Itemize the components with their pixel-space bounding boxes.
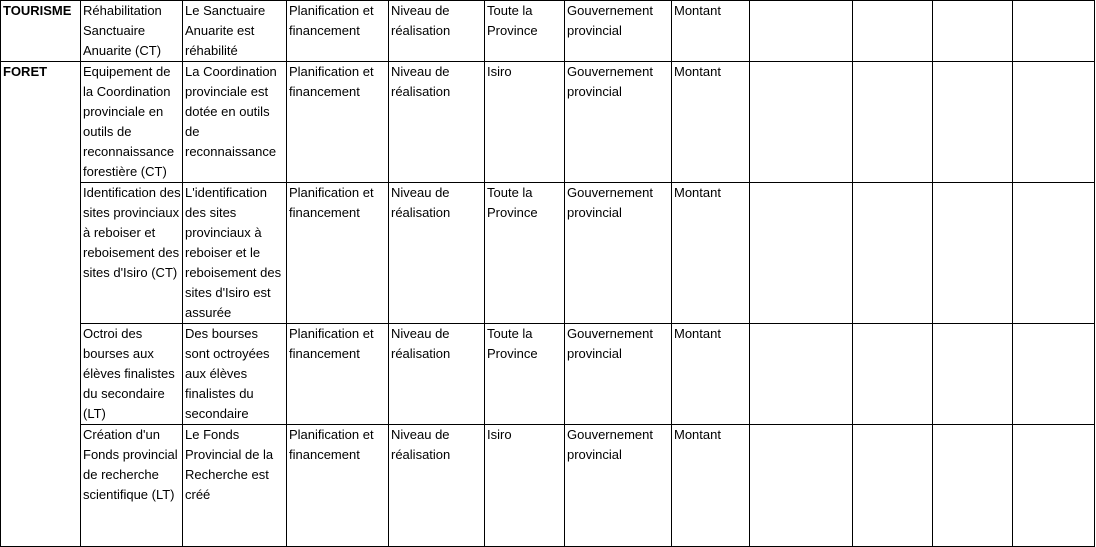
empty-cell[interactable]	[933, 324, 1013, 425]
result-cell[interactable]: Le Fonds Provincial de la Recherche est créé	[183, 425, 287, 547]
responsible-cell[interactable]: Gouvernement provincial	[565, 425, 672, 547]
empty-cell[interactable]	[750, 62, 853, 183]
sector-cell[interactable]	[1, 425, 81, 547]
result-cell[interactable]: Des bourses sont octroyées aux élèves finalistes du secondaire	[183, 324, 287, 425]
activity-cell[interactable]: Planification et financement	[287, 183, 389, 324]
activity-cell[interactable]: Planification et financement	[287, 62, 389, 183]
empty-cell[interactable]	[750, 1, 853, 62]
activity-cell[interactable]: Planification et financement	[287, 324, 389, 425]
location-cell[interactable]: Isiro	[485, 425, 565, 547]
sector-cell[interactable]: TOURISME	[1, 1, 81, 62]
activity-cell[interactable]: Planification et financement	[287, 1, 389, 62]
action-cell[interactable]: Création d'un Fonds provincial de recherche scientifique (LT)	[81, 425, 183, 547]
responsible-cell[interactable]: Gouvernement provincial	[565, 62, 672, 183]
empty-cell[interactable]	[1013, 324, 1095, 425]
action-cell[interactable]: Equipement de la Coordination provinciale en outils de reconnaissance forestière (CT)	[81, 62, 183, 183]
result-cell[interactable]: L'identification des sites provinciaux à reboiser et le reboisement des sites d'Isiro est assurée	[183, 183, 287, 324]
empty-cell[interactable]	[933, 62, 1013, 183]
budget-cell[interactable]: Montant	[672, 62, 750, 183]
empty-cell[interactable]	[853, 324, 933, 425]
table-row	[1, 425, 1095, 547]
budget-cell[interactable]: Montant	[672, 324, 750, 425]
action-cell[interactable]: Octroi des bourses aux élèves finalistes du secondaire (LT)	[81, 324, 183, 425]
empty-cell[interactable]	[1013, 1, 1095, 62]
empty-cell[interactable]	[1013, 62, 1095, 183]
indicator-cell[interactable]: Niveau de réalisation	[389, 62, 485, 183]
sector-cell[interactable]	[1, 324, 81, 425]
result-cell[interactable]: Le Sanctuaire Anuarite est réhabilité	[183, 1, 287, 62]
location-cell[interactable]: Toute la Province	[485, 324, 565, 425]
budget-cell[interactable]: Montant	[672, 425, 750, 547]
empty-cell[interactable]	[853, 183, 933, 324]
responsible-cell[interactable]: Gouvernement provincial	[565, 1, 672, 62]
sector-cell[interactable]: FORET	[1, 62, 81, 183]
budget-cell[interactable]: Montant	[672, 183, 750, 324]
action-cell[interactable]: Réhabilitation Sanctuaire Anuarite (CT)	[81, 1, 183, 62]
responsible-cell[interactable]: Gouvernement provincial	[565, 183, 672, 324]
sector-cell[interactable]	[1, 183, 81, 324]
indicator-cell[interactable]: Niveau de réalisation	[389, 425, 485, 547]
empty-cell[interactable]	[1013, 183, 1095, 324]
result-cell[interactable]: La Coordination provinciale est dotée en outils de reconnaissance	[183, 62, 287, 183]
empty-cell[interactable]	[853, 62, 933, 183]
responsible-cell[interactable]: Gouvernement provincial	[565, 324, 672, 425]
indicator-cell[interactable]: Niveau de réalisation	[389, 183, 485, 324]
empty-cell[interactable]	[750, 425, 853, 547]
action-cell[interactable]: Identification des sites provinciaux à reboiser et reboisement des sites d'Isiro (CT)	[81, 183, 183, 324]
empty-cell[interactable]	[750, 324, 853, 425]
indicator-cell[interactable]: Niveau de réalisation	[389, 1, 485, 62]
empty-cell[interactable]	[933, 425, 1013, 547]
empty-cell[interactable]	[750, 183, 853, 324]
location-cell[interactable]: Isiro	[485, 62, 565, 183]
empty-cell[interactable]	[1013, 425, 1095, 547]
empty-cell[interactable]	[853, 425, 933, 547]
budget-cell[interactable]: Montant	[672, 1, 750, 62]
table-row	[1, 324, 1095, 425]
table-row	[1, 62, 1095, 183]
empty-cell[interactable]	[933, 183, 1013, 324]
location-cell[interactable]: Toute la Province	[485, 1, 565, 62]
table-row	[1, 1, 1095, 62]
location-cell[interactable]: Toute la Province	[485, 183, 565, 324]
empty-cell[interactable]	[933, 1, 1013, 62]
indicator-cell[interactable]: Niveau de réalisation	[389, 324, 485, 425]
activity-cell[interactable]: Planification et financement	[287, 425, 389, 547]
table-row	[1, 183, 1095, 324]
empty-cell[interactable]	[853, 1, 933, 62]
